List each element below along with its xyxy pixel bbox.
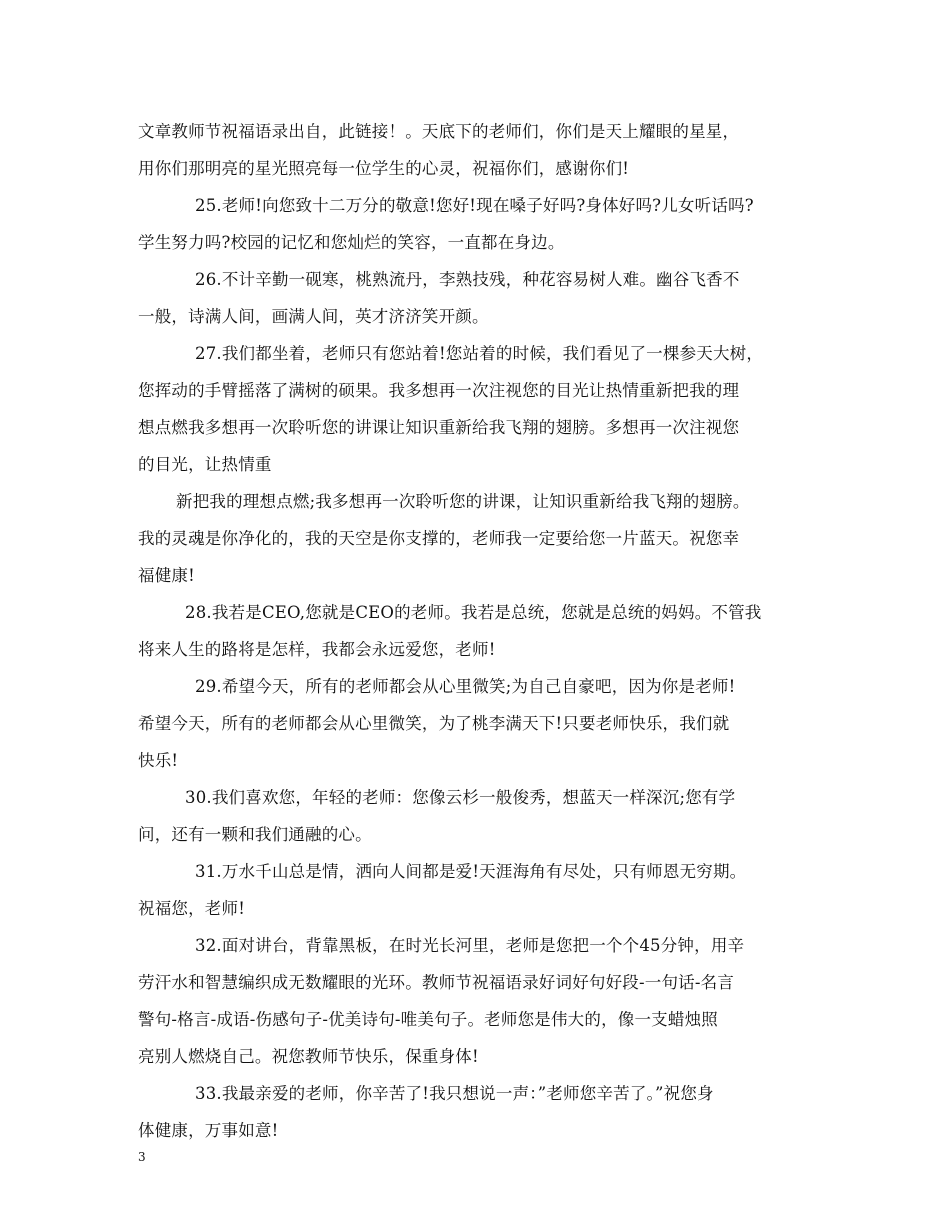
text-line: 想点燃我多想再一次聆听您的讲课让知识重新给我飞翔的翅膀。多想再一次注视您 [138,418,740,437]
text-line: 27.我们都坐着，老师只有您站着!您站着的时候，我们看见了一棵参天大树， [195,344,764,363]
text-line: 希望今天，所有的老师都会从心里微笑，为了桃李满天下!只要老师快乐，我们就 [138,714,730,733]
text-line: 学生努力吗?校园的记忆和您灿烂的笑容，一直都在身边。 [138,233,565,252]
text-line: 我的灵魂是你净化的，我的天空是你支撑的，老师我一定要给您一片蓝天。祝您幸 [138,529,740,548]
text-line: 32.面对讲台，背靠黑板，在时光长河里，老师是您把一个个45分钟，用辛 [195,936,745,955]
text-line: 福健康! [138,566,195,585]
text-line: 28.我若是CEO,您就是CEO的老师。我若是总统，您就是总统的妈妈。不管我 [185,603,762,622]
text-line: 问，还有一颗和我们通融的心。 [138,825,372,844]
text-line: 您挥动的手臂摇落了满树的硕果。我多想再一次注视您的目光让热情重新把我的理 [138,381,740,400]
text-line: 祝福您，老师! [138,899,246,918]
page-number: 3 [138,1150,146,1164]
text-line: 一般，诗满人间，画满人间，英才济济笑开颜。 [138,307,489,326]
text-line: 用你们那明亮的星光照亮每一位学生的心灵，祝福你们，感谢你们! [138,159,630,178]
text-line: 31.万水千山总是情，洒向人间都是爱!天涯海角有尽处，只有师恩无穷期。 [195,862,747,881]
text-line: 体健康，万事如意! [138,1121,279,1140]
text-line: 将来人生的路将是怎样，我都会永远爱您，老师! [138,640,496,659]
text-line: 亮别人燃烧自己。祝您教师节快乐，保重身体! [138,1047,479,1066]
text-line: 30.我们喜欢您，年轻的老师：您像云杉一般俊秀，想蓝天一样深沉;您有学 [185,788,736,807]
text-line: 文章教师节祝福语录出自，此链接！。天底下的老师们，你们是天上耀眼的星星， [138,122,740,141]
text-line: 29.希望今天，所有的老师都会从心里微笑;为自己自豪吧，因为你是老师! [195,677,736,696]
text-line: 25.老师!向您致十二万分的敬意!您好!现在嗓子好吗?身体好吗?儿女听话吗? [195,196,754,215]
text-line: 26.不计辛勤一砚寒，桃熟流丹，李熟技残，种花容易树人难。幽谷飞香不 [195,270,740,289]
text-line: 警句-格言-成语-伤感句子-优美诗句-唯美句子。老师您是伟大的，像一支蜡烛照 [138,1010,718,1029]
text-line: 的目光，让热情重 [138,455,272,474]
text-line: 快乐! [138,751,179,770]
text-line: 33.我最亲爱的老师，你辛苦了!我只想说一声：”老师您辛苦了。”祝您身 [195,1084,714,1103]
text-line: 劳汗水和智慧编织成无数耀眼的光环。教师节祝福语录好词好句好段-一句话-名言 [138,973,735,992]
text-line: 新把我的理想点燃;我多想再一次聆听您的讲课，让知识重新给我飞翔的翅膀。 [176,492,750,511]
